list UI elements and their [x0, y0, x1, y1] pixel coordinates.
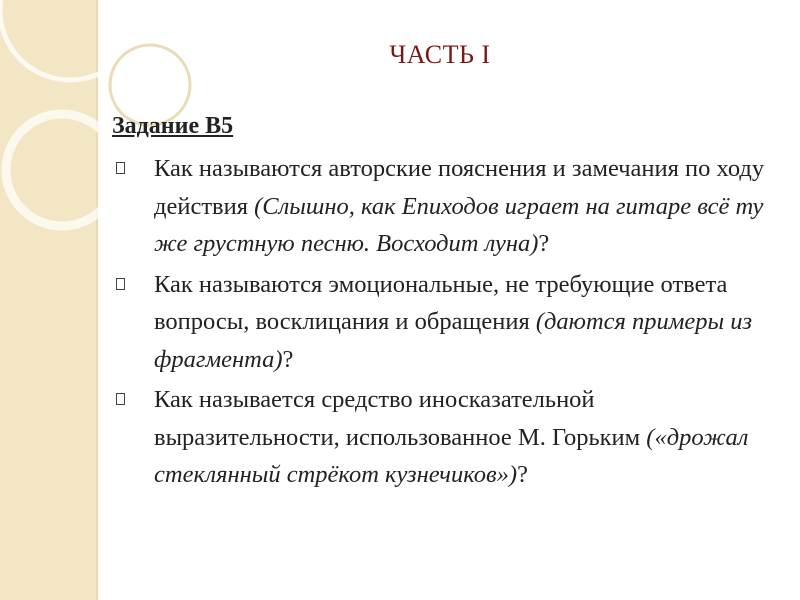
bullet-icon	[116, 162, 125, 174]
slide-title: ЧАСТЬ I	[389, 40, 491, 69]
question-text: Как называется средство иносказательной выразительности, использованное М. Горьким	[154, 386, 647, 451]
question-example: («дрожал стеклянный стрёкот кузнечиков»)	[154, 423, 749, 488]
decorative-ring-lower	[6, 114, 118, 226]
question-item	[112, 266, 780, 379]
slide-content	[112, 110, 780, 497]
question-item	[112, 381, 780, 494]
question-text: Как называются эмоциональные, не требующие ответа вопросы, восклицания и обращения	[154, 270, 728, 335]
question-example: (даются примеры из фрагмента)	[154, 308, 753, 373]
question-end: ?	[517, 461, 528, 488]
question-text: Как называются авторские пояснения и замечания по ходу действия	[154, 155, 765, 220]
question-item	[112, 150, 780, 263]
question-end: ?	[538, 230, 550, 257]
question-example: (Слышно, как Епиходов играет на гитаре всё ту же грустную песню. Восходит луна)	[154, 192, 764, 257]
question-end: ?	[282, 345, 294, 373]
bullet-icon	[116, 278, 125, 290]
bullet-icon	[116, 393, 125, 405]
task-heading: Задание В5	[112, 113, 234, 139]
